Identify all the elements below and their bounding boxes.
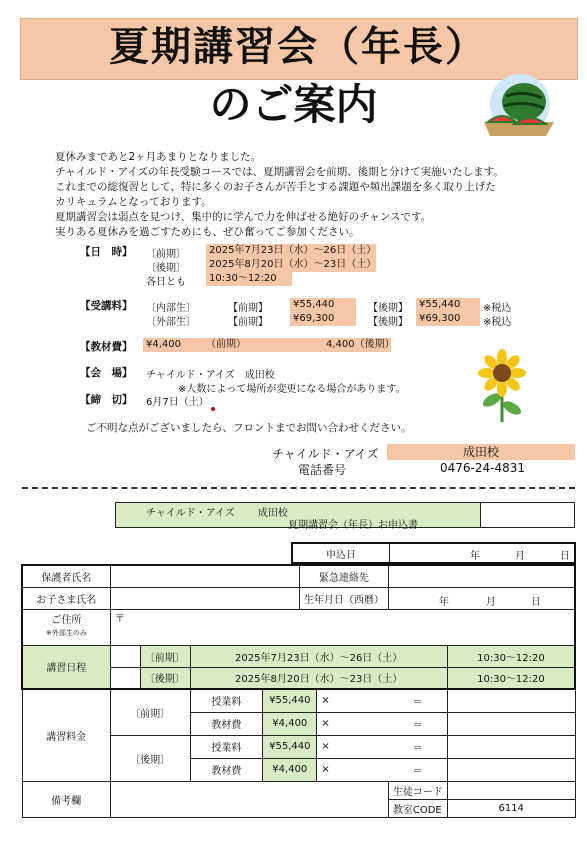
form-heading-blank [481,502,575,528]
form-heading-title: 夏期講習会（年長）お申込書 [288,520,418,531]
cut-line [22,487,575,489]
fee-tax-note: ※税込 [483,317,512,328]
guardian-field[interactable] [110,565,299,587]
contact-phone-label: 電話番号 [298,463,347,477]
fee-second-period: 〔後期〕 [110,735,190,781]
tuition-label: 授業料 [190,689,263,712]
materials-label: 【教材費】 [80,341,133,353]
fee-outer-second: ¥69,300 [416,312,480,326]
student-code-label: 生徒コード [388,781,447,799]
materials-first: ¥4,400 （前期） [146,339,246,350]
form-heading-school: チャイルド・アイズ 成田校 [146,508,288,519]
child-field[interactable] [110,587,299,609]
intro-line: チャイルド・アイズの年長受験コースでは、夏期講習会を前期、後期と分けて実施いたします。 [55,166,504,178]
day-label: 日 [530,596,541,608]
course-second-time: 10:30～12:20 [447,667,575,689]
address-note: ※外部生のみ [45,629,87,637]
fee-result-field[interactable] [447,758,575,781]
deadline-value: 6月7日（土） [146,397,209,408]
fee-label: 【受講料】 [80,300,133,312]
course-first-time: 10:30～12:20 [447,645,575,667]
emergency-field[interactable] [388,565,575,587]
fee-inner-first: ¥55,440 [290,298,356,312]
fee-first-label: 【前期】 [228,303,268,314]
times-sign: × [317,689,388,712]
fee-section-label: 講習料金 [22,689,110,781]
birth-field[interactable] [388,587,575,609]
intro-line: 夏期講習会は弱点を見つけ、集中的に学んで力を伸ばせる絶好のチャンスです。 [55,211,432,223]
contact-name-label: チャイルド・アイズ [272,447,379,461]
schedule-time-value: 10:30～12:20 [206,272,292,286]
apply-date-label: 申込日 [292,543,390,563]
class-code-label: 教室CODE [388,799,447,817]
fee-result-field[interactable] [447,689,575,712]
remarks-label: 備考欄 [22,781,110,817]
times-sign: × [317,712,388,735]
fee-outer-first: ¥69,300 [290,312,356,326]
birth-label: 生年月日（西暦） [299,587,388,609]
watermelon-illustration [480,72,558,144]
venue-note: ※人数によって場所が変更になる場合があります。 [178,384,406,395]
materials-second: 4,400（後期） [326,339,395,350]
equals-sign: ＝ [388,735,447,758]
schedule-second-value: 2025年8月20日（水）～23日（土） [206,258,376,272]
course-first-date: 2025年7月23日（水）～26日（土） [190,645,447,667]
address-label: ご住所 [51,615,82,626]
course-check-second[interactable] [110,667,140,689]
intro-line: 夏休みまであと2ヶ月あまりとなりました。 [55,151,262,163]
course-check-first[interactable] [110,645,140,667]
form-heading [115,502,481,531]
schedule-first-label: 〔前期〕 [146,249,186,260]
month-label: 月 [515,551,525,562]
guardian-label: 保護者氏名 [22,565,110,587]
course-second-date: 2025年8月20日（水）～23日（土） [190,667,447,689]
deadline-label: 【締 切】 [80,394,133,406]
remarks-field[interactable] [110,781,388,817]
address-label-cell [22,609,110,645]
contact-phone-value: 0476-24-4831 [440,461,526,475]
fee-result-field[interactable] [447,712,575,735]
fee-inner-second: ¥55,440 [416,298,480,312]
times-sign: × [317,758,388,781]
tuition-value: ¥55,440 [263,735,317,758]
fee-second-label: 【後期】 [368,317,408,328]
material-value: ¥4,400 [263,712,317,735]
venue-value: チャイルド・アイズ 成田校 [146,370,275,381]
material-label: 教材費 [190,758,263,781]
student-code-field[interactable] [447,781,575,799]
intro-text [55,150,575,240]
fee-tax-note: ※税込 [483,303,512,314]
month-label: 月 [485,596,496,608]
schedule-second-label: 〔後期〕 [146,263,186,274]
sunflower-illustration [472,348,532,422]
inquiry-text: ご不明な点がございましたら、フロントまでお問い合わせください。 [86,422,412,434]
year-label: 年 [470,551,480,562]
course-first-label: 〔前期〕 [140,645,190,667]
red-dot [211,407,215,411]
fee-first-period: 〔前期〕 [110,689,190,735]
course-label: 講習日程 [22,645,110,689]
contact-name-value: 成田校 [387,444,575,460]
fee-first-label: 【前期】 [228,317,268,328]
venue-label: 【会 場】 [80,367,133,379]
class-code-value: 6114 [447,799,575,817]
materials-bar [143,338,395,352]
schedule-label: 【日 時】 [80,246,133,258]
schedule-first-value: 2025年7月23日（水）～26日（土） [206,244,376,258]
schedule-time-label: 各日とも [146,277,186,288]
equals-sign: ＝ [388,689,447,712]
day-label: 日 [560,551,570,562]
postal-mark: 〒 [114,613,125,625]
apply-date-table [291,542,576,564]
emergency-label: 緊急連絡先 [299,565,388,587]
address-field[interactable] [110,609,575,645]
tuition-label: 授業料 [190,735,263,758]
page-subtitle: のご案内 [209,80,378,129]
fee-outer-label: 〔外部生〕 [146,317,196,328]
year-label: 年 [438,596,449,608]
page-title: 夏期講習会（年長） [109,24,487,70]
fee-result-field[interactable] [447,735,575,758]
intro-line: 実りある夏休みを過ごすためにも、ぜひ奮ってご参加ください。 [55,226,360,238]
application-form [21,564,576,818]
material-label: 教材費 [190,712,263,735]
intro-line: カリキュラムとなっております。 [55,196,212,208]
times-sign: × [317,735,388,758]
material-value: ¥4,400 [263,758,317,781]
child-label: お子さま氏名 [22,587,110,609]
equals-sign: ＝ [388,758,447,781]
course-second-label: 〔後期〕 [140,667,190,689]
apply-date-field[interactable] [390,543,576,563]
fee-second-label: 【後期】 [368,303,408,314]
fee-inner-label: 〔内部生〕 [146,303,196,314]
intro-line: これまでの総復習として、特に多くのお子さんが苦手とする課題や頻出課題を多く取り上げた [55,181,496,193]
tuition-value: ¥55,440 [263,689,317,712]
equals-sign: ＝ [388,712,447,735]
